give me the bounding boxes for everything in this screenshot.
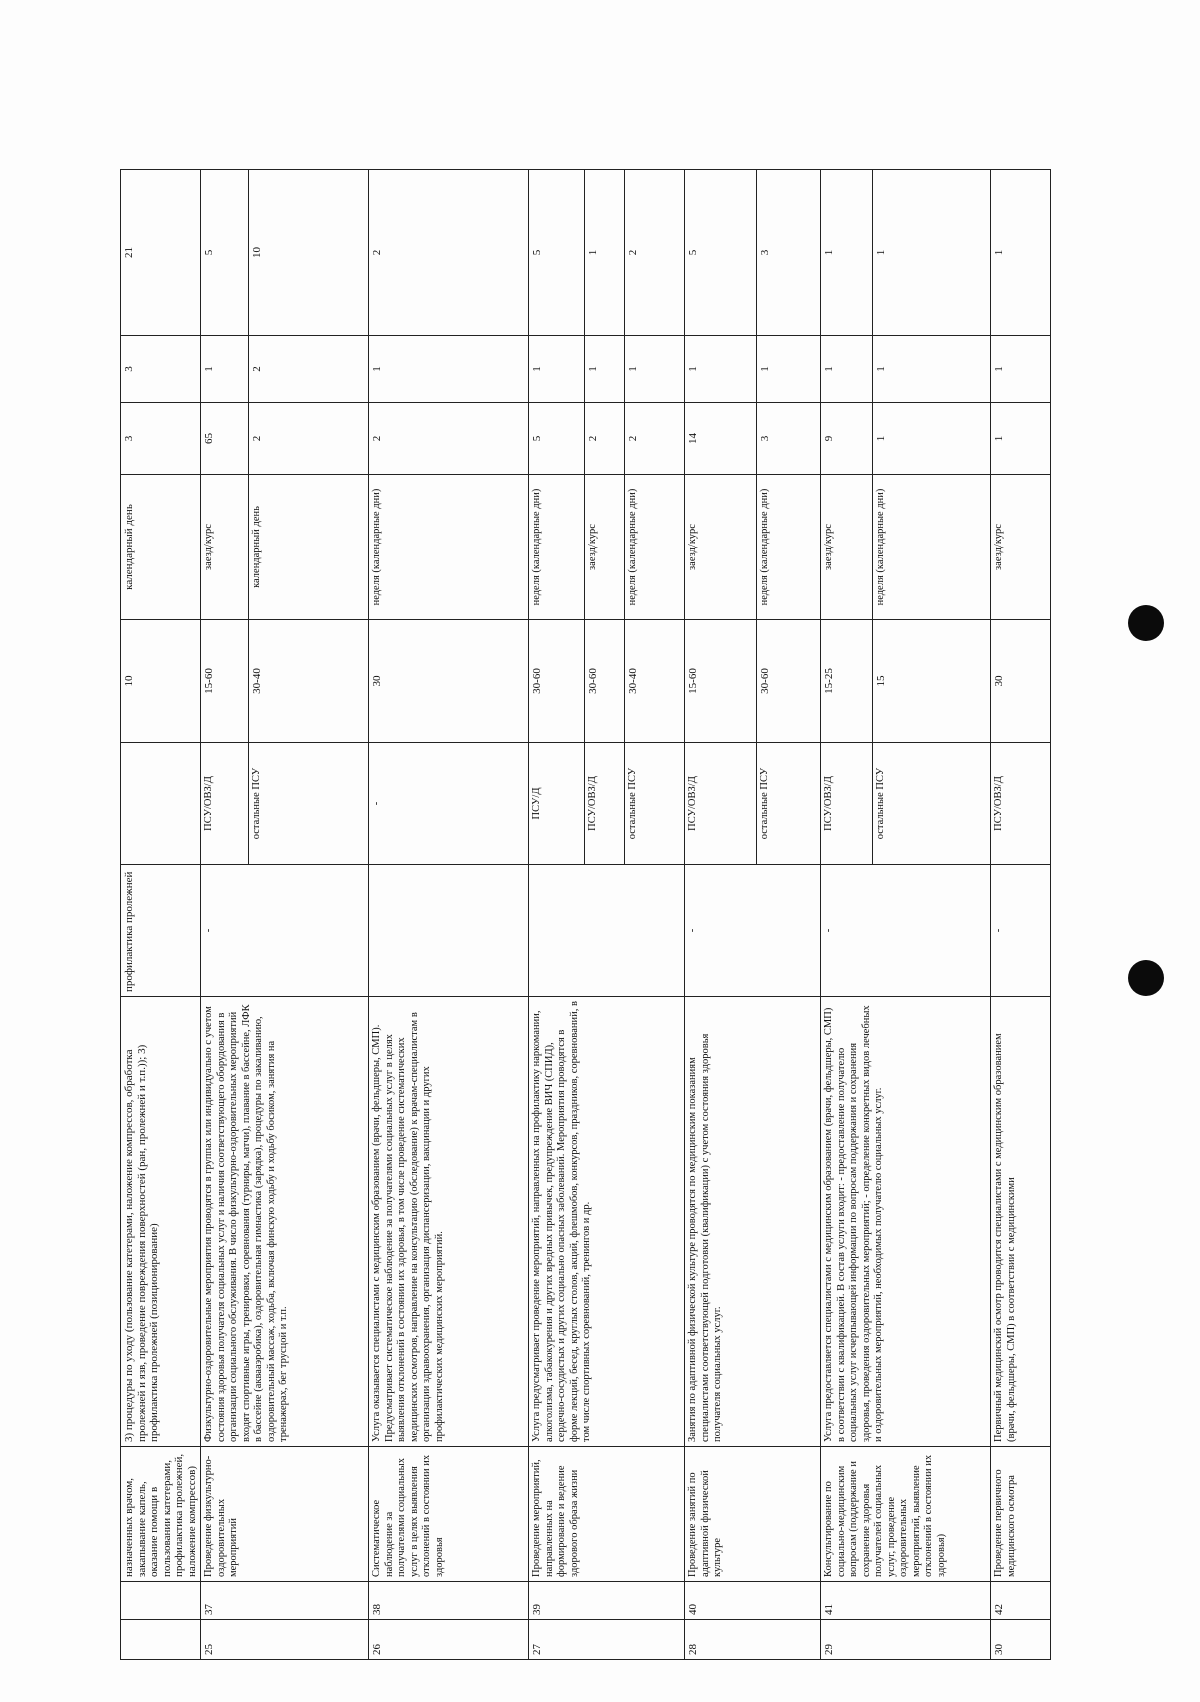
service-code-cell: 40 bbox=[685, 1582, 821, 1620]
recipient-category-cell: ПСУ/ОВЗ/Д bbox=[991, 743, 1051, 865]
unit-cell: неделя (календарные дни) bbox=[873, 475, 991, 620]
services-table bbox=[120, 169, 1051, 1660]
header-cell-5: профилактика пролежней bbox=[121, 865, 201, 997]
service-description-cell: Услуга оказывается специалистами с медицинским образованием (врачи, фельдшеры, СМП). Предусматривает систематическое наблюдение за получателями социальных услуг в целях выявления отклонений в состоянии их здоровья, в том числе проведение систематических медицинских осмотров, направление на консультацию (обследование) к врачам-специалистам в организации здравоохранения, организация диспансеризации, вакцинации и других профилактических медицинских мероприятий. bbox=[369, 997, 529, 1447]
value-1-cell: 14 bbox=[685, 403, 757, 475]
value-2-cell: 1 bbox=[685, 336, 757, 403]
time-norm-cell: 30-60 bbox=[529, 620, 585, 743]
value-3-cell: 5 bbox=[685, 170, 757, 336]
value-1-cell: 2 bbox=[585, 403, 625, 475]
value-1-cell: 2 bbox=[249, 403, 369, 475]
header-cell-2 bbox=[121, 1582, 201, 1620]
unit-cell: неделя (календарные дни) bbox=[369, 475, 529, 620]
table-row bbox=[991, 170, 1051, 1660]
time-norm-cell: 30 bbox=[991, 620, 1051, 743]
recipient-category-cell: ПСУ/ОВЗ/Д bbox=[685, 743, 757, 865]
service-code-cell: 39 bbox=[529, 1582, 685, 1620]
unit-cell: заезд/курс bbox=[585, 475, 625, 620]
value-2-cell: 2 bbox=[249, 336, 369, 403]
punch-hole-top bbox=[1128, 605, 1164, 641]
time-norm-cell: 15-60 bbox=[685, 620, 757, 743]
value-3-cell: 10 bbox=[249, 170, 369, 336]
recipient-category-cell: ПСУ/Д bbox=[529, 743, 585, 865]
unit-cell: календарный день bbox=[249, 475, 369, 620]
table-row bbox=[685, 170, 757, 1660]
recipient-category-cell: остальные ПСУ bbox=[757, 743, 821, 865]
service-code-cell: 42 bbox=[991, 1582, 1051, 1620]
unit-cell: заезд/курс bbox=[821, 475, 873, 620]
value-1-cell: 1 bbox=[991, 403, 1051, 475]
service-code-cell: 38 bbox=[369, 1582, 529, 1620]
recipient-category-cell: остальные ПСУ bbox=[249, 743, 369, 865]
row-number-cell: 27 bbox=[529, 1620, 685, 1660]
time-norm-cell: 30-60 bbox=[585, 620, 625, 743]
profile-cell: - bbox=[821, 865, 991, 997]
value-2-cell: 1 bbox=[873, 336, 991, 403]
row-number-cell: 25 bbox=[201, 1620, 369, 1660]
time-norm-cell: 30-60 bbox=[757, 620, 821, 743]
service-description-cell: Физкультурно-оздоровительные мероприятия проводятся в группах или индивидуально с учетом состояния здоровья получателя социальных услуг и наличия соответствующего оборудования в организации социального обслуживания. В число физкультурно-оздоровительных мероприятий входят спортивные игры, тренировки, соревнования (турниры, матчи), плавание в бассейне, ЛФК в бассейне (аквааэробика), оздоровительная гимнастика (зарядка), процедуры по закаливанию, оздоровительный массаж, ходьба, включая финскую ходьбу и ходьбу босиком, занятия на тренажерах, бег трусцой и т.п. bbox=[201, 997, 369, 1447]
unit-cell: неделя (календарные дни) bbox=[529, 475, 585, 620]
recipient-category-cell: ПСУ/ОВЗ/Д bbox=[585, 743, 625, 865]
value-3-cell: 2 bbox=[625, 170, 685, 336]
service-name-cell: Проведение физкультурно-оздоровительных мероприятий bbox=[201, 1447, 369, 1582]
service-description-cell: Занятия по адаптивной физической культуре проводятся по медицинским показаниям специалистами соответствующей подготовки (квалификации) с учетом состояния здоровья получателя социальных услуг. bbox=[685, 997, 821, 1447]
header-cell-time: 10 bbox=[121, 620, 201, 743]
value-2-cell: 1 bbox=[757, 336, 821, 403]
service-description-cell: Первичный медицинский осмотр проводится специалистами с медицинским образованием (врачи, фельдшеры, СМП) в соответствии с медицинскими bbox=[991, 997, 1051, 1447]
value-1-cell: 2 bbox=[369, 403, 529, 475]
row-number-cell: 30 bbox=[991, 1620, 1051, 1660]
table-row bbox=[529, 170, 585, 1660]
rotated-table-container bbox=[120, 170, 1017, 1660]
value-2-cell: 1 bbox=[201, 336, 249, 403]
service-name-cell: Проведение занятий по адаптивной физической культуре bbox=[685, 1447, 821, 1582]
value-2-cell: 1 bbox=[529, 336, 585, 403]
profile-cell bbox=[529, 865, 685, 997]
punch-hole-bottom bbox=[1128, 960, 1164, 996]
header-row bbox=[121, 170, 201, 1660]
value-3-cell: 5 bbox=[201, 170, 249, 336]
value-1-cell: 5 bbox=[529, 403, 585, 475]
value-2-cell: 1 bbox=[991, 336, 1051, 403]
value-2-cell: 1 bbox=[625, 336, 685, 403]
value-1-cell: 65 bbox=[201, 403, 249, 475]
unit-cell: заезд/курс bbox=[685, 475, 757, 620]
table-row bbox=[821, 170, 873, 1660]
value-1-cell: 2 bbox=[625, 403, 685, 475]
service-name-cell: Проведение мероприятий, направленных на формирование и ведение здорового образа жизни bbox=[529, 1447, 685, 1582]
recipient-category-cell: ПСУ/ОВЗ/Д bbox=[821, 743, 873, 865]
profile-cell: - bbox=[685, 865, 821, 997]
value-3-cell: 1 bbox=[873, 170, 991, 336]
recipient-category-cell: остальные ПСУ bbox=[625, 743, 685, 865]
value-3-cell: 1 bbox=[821, 170, 873, 336]
value-2-cell: 1 bbox=[585, 336, 625, 403]
time-norm-cell: 30-40 bbox=[625, 620, 685, 743]
time-norm-cell: 15 bbox=[873, 620, 991, 743]
header-cell-v3: 21 bbox=[121, 170, 201, 336]
value-3-cell: 3 bbox=[757, 170, 821, 336]
row-number-cell: 29 bbox=[821, 1620, 991, 1660]
header-cell-1 bbox=[121, 1620, 201, 1660]
service-description-cell: Услуга предусматривает проведение мероприятий, направленных на профилактику наркомании, алкоголизма, табакокурения и других вредных привычек, предупреждение ВИЧ (СПИД), сердечно-сосудистых и других социально опасных заболеваний. Мероприятия проводятся в форме лекций, бесед, круглых столов, акций, флешмобов, конкурсов, праздников, соревнований, в том числе спортивных соревнований, тренингов и др. bbox=[529, 997, 685, 1447]
header-cell-v2: 3 bbox=[121, 336, 201, 403]
row-number-cell: 28 bbox=[685, 1620, 821, 1660]
unit-cell: неделя (календарные дни) bbox=[757, 475, 821, 620]
time-norm-cell: 15-60 bbox=[201, 620, 249, 743]
header-cell-3: назначенных врачом, закапывание капель, оказание помощи в пользовании катетерами, профилактика пролежней, наложение компрессов) bbox=[121, 1447, 201, 1582]
header-cell-v1: 3 bbox=[121, 403, 201, 475]
value-2-cell: 1 bbox=[369, 336, 529, 403]
value-1-cell: 1 bbox=[873, 403, 991, 475]
value-1-cell: 9 bbox=[821, 403, 873, 475]
value-3-cell: 5 bbox=[529, 170, 585, 336]
row-number-cell: 26 bbox=[369, 1620, 529, 1660]
time-norm-cell: 15-25 bbox=[821, 620, 873, 743]
service-code-cell: 41 bbox=[821, 1582, 991, 1620]
unit-cell: заезд/курс bbox=[201, 475, 249, 620]
table-row bbox=[369, 170, 529, 1660]
service-name-cell: Проведение первичного медицинского осмотра bbox=[991, 1447, 1051, 1582]
recipient-category-cell: ПСУ/ОВЗ/Д bbox=[201, 743, 249, 865]
time-norm-cell: 30 bbox=[369, 620, 529, 743]
header-cell-unit: календарный день bbox=[121, 475, 201, 620]
unit-cell: неделя (календарные дни) bbox=[625, 475, 685, 620]
value-3-cell: 1 bbox=[585, 170, 625, 336]
time-norm-cell: 30-40 bbox=[249, 620, 369, 743]
profile-cell: - bbox=[201, 865, 369, 997]
value-2-cell: 1 bbox=[821, 336, 873, 403]
profile-cell bbox=[369, 865, 529, 997]
header-cell-6 bbox=[121, 743, 201, 865]
value-1-cell: 3 bbox=[757, 403, 821, 475]
recipient-category-cell: - bbox=[369, 743, 529, 865]
profile-cell: - bbox=[991, 865, 1051, 997]
recipient-category-cell: остальные ПСУ bbox=[873, 743, 991, 865]
value-3-cell: 1 bbox=[991, 170, 1051, 336]
header-cell-4: 3) процедуры по уходу (пользование катетерами, наложение компрессов, обработка пролежней и язв, проведение повреждения поверхностей (ран, пролежней и т.п.)); 3) профилактика пролежней (позиционирование) bbox=[121, 997, 201, 1447]
service-name-cell: Консультирование по социально-медицинским вопросам (поддержание и сохранение здоровья получателей социальных услуг, проведение оздоровительных мероприятий, выявление отклонений в состоянии их здоровья) bbox=[821, 1447, 991, 1582]
service-name-cell: Систематическое наблюдение за получателями социальных услуг в целях выявления отклонений в состоянии их здоровья bbox=[369, 1447, 529, 1582]
value-3-cell: 2 bbox=[369, 170, 529, 336]
service-description-cell: Услуга предоставляется специалистами с медицинским образованием (врачи, фельдшеры, СМП) в соответствии с квалификацией. В состав услуги входит: - предоставление получателю социальных услуг исчерпывающей информации по вопросам поддержания и сохранения здоровья, проведения оздоровительных мероприятий; - определение конкретных видов лечебных и оздоровительных мероприятий, необходимых получателю социальных услуг. bbox=[821, 997, 991, 1447]
table-row bbox=[201, 170, 249, 1660]
service-code-cell: 37 bbox=[201, 1582, 369, 1620]
unit-cell: заезд/курс bbox=[991, 475, 1051, 620]
